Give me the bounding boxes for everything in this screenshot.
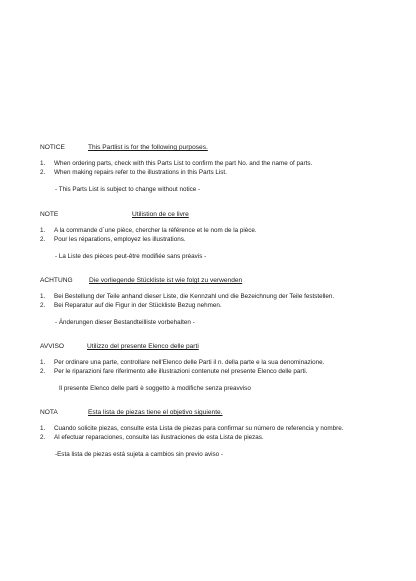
list-item [40, 302, 400, 311]
list-item [40, 236, 400, 245]
list-item-text: A la commande d´une pièce, chercher la référence et le nom de la pièce. [54, 227, 257, 234]
list-item-text: Al efectuar reparaciones, consulte las ilustraciones de esta Lista de piezas. [54, 433, 264, 441]
change-notice: - Änderungen dieser Bestandteilliste vorbehalten - [55, 319, 195, 327]
list-item-number: 2. [40, 168, 46, 176]
section-title: This Partlist is for the following purposes. [88, 144, 208, 151]
notice-section-italian [40, 342, 400, 393]
list-item-text: When making repairs refer to the illustrations in this Parts List. [54, 168, 227, 176]
list-item-number: 2. [40, 433, 46, 441]
list-item-text: Bei Reparatur auf die Figur in der Stückliste Bezug nehmen. [54, 301, 222, 309]
list-item [40, 169, 400, 178]
list-item [40, 359, 400, 368]
list-item-number: 2. [40, 301, 46, 309]
instruction-list [40, 359, 400, 376]
list-item-text: Bei Bestellung der Teile anhand dieser Liste, die Kennzahl und die Bezeichnung der Teile feststellen. [54, 293, 335, 300]
change-notice: - This Parts List is subject to change without notice - [55, 186, 201, 194]
notice-section-english [40, 143, 400, 194]
list-item-text: Cuando solicite piezas, consulte esta Lista de piezas para confirmar su número de referencia y nombre. [54, 425, 344, 432]
section-label: AVVISO [40, 343, 65, 350]
section-heading [40, 143, 400, 153]
instruction-list [40, 160, 400, 177]
section-label: NOTICE [40, 144, 65, 151]
section-heading [40, 342, 400, 352]
section-heading [40, 210, 400, 220]
section-title: Esta lista de piezas tiene el objetivo siguiente. [88, 409, 223, 416]
change-notice: - La Liste des pièces peut-être modifiée sans préavis - [55, 253, 207, 261]
list-item-number: 2. [40, 367, 46, 375]
notice-section-french [40, 210, 400, 261]
change-notice: Il presente Elenco delle parti è soggetto a modifiche senza preavviso [59, 385, 251, 393]
list-item [40, 293, 400, 302]
section-label: ACHTUNG [40, 277, 73, 284]
section-label: NOTE [40, 211, 59, 218]
list-item [40, 434, 400, 443]
section-heading [40, 408, 400, 418]
notice-section-spanish [40, 408, 400, 459]
instruction-list [40, 293, 400, 310]
notice-section-german [40, 276, 400, 327]
section-title: Die vorliegende Stückliste ist wie folgt zu verwenden [89, 277, 243, 284]
change-notice: -Esta lista de piezas está sujeta a cambios sin previo aviso - [55, 451, 223, 459]
list-item [40, 227, 400, 236]
list-item [40, 160, 400, 169]
list-item [40, 368, 400, 377]
list-item-number: 1. [40, 359, 46, 366]
section-heading [40, 276, 400, 286]
list-item-number: 1. [40, 293, 46, 300]
list-item-text: Per ordinare una parte, controllare nell'Elenco delle Parti il n. della parte e la sua denominazione. [54, 359, 325, 366]
section-title: Utilizzo del presente Elenco delle parti [87, 343, 199, 350]
section-label: NOTA [40, 409, 58, 416]
list-item [40, 425, 400, 434]
list-item-number: 2. [40, 235, 46, 243]
instruction-list [40, 227, 400, 244]
list-item-number: 1. [40, 160, 46, 167]
list-item-text: When ordering parts, check with this Parts List to confirm the part No. and the name of parts. [54, 160, 313, 167]
section-title: Utilistion de ce livre [132, 211, 189, 218]
list-item-number: 1. [40, 227, 46, 234]
instruction-list [40, 425, 400, 442]
list-item-number: 1. [40, 425, 46, 432]
list-item-text: Pour les réparations, employez les illustrations. [54, 235, 186, 243]
list-item-text: Per le riparazioni fare riferimento alle illustrazioni contenute nel presente Elenco delle parti. [54, 367, 308, 375]
